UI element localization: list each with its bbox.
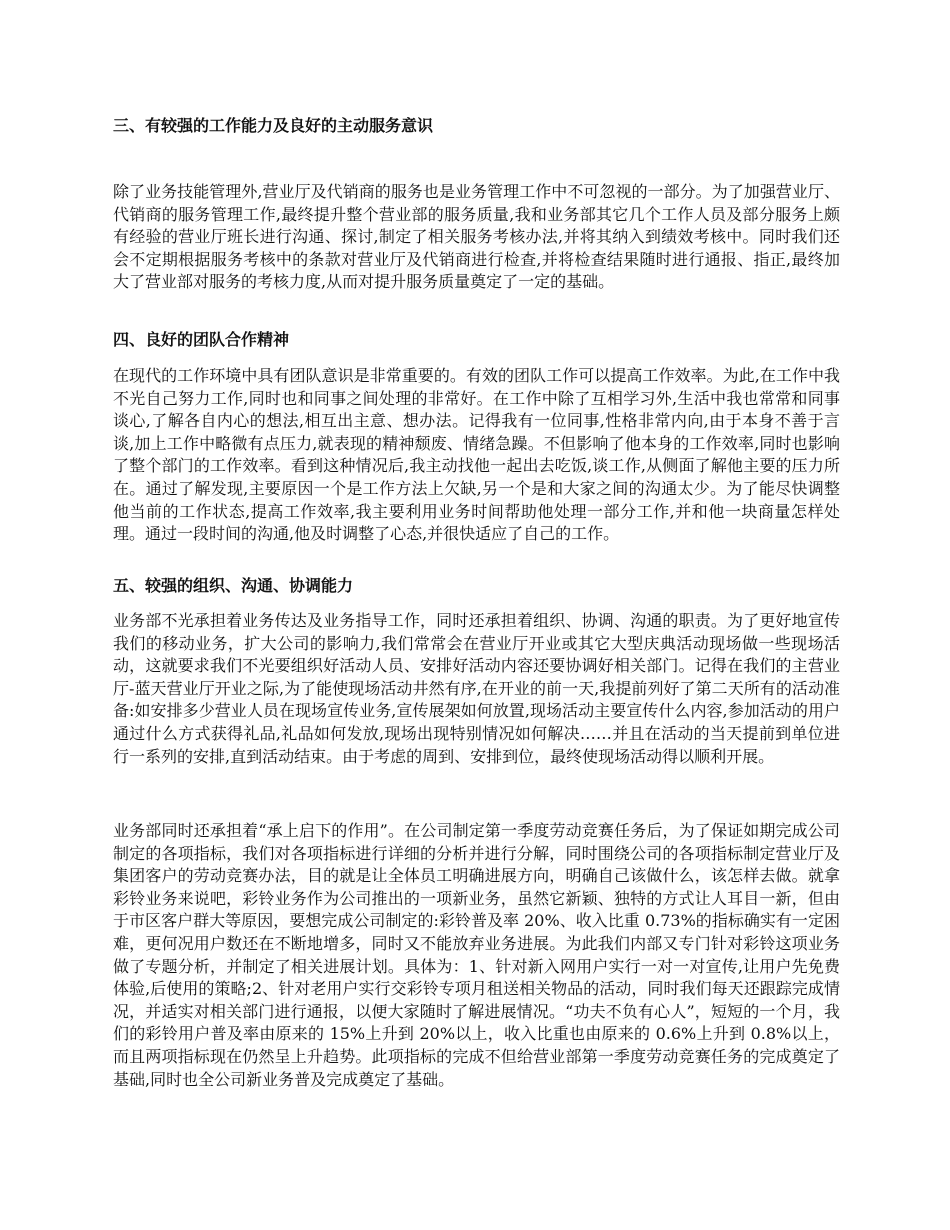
section-3-heading: 三、有较强的工作能力及良好的主动服务意识 (113, 116, 434, 135)
section-4-paragraph-1: 在现代的工作环境中具有团队意识是非常重要的。有效的团队工作可以提高工作效率。为此,在工作中我不光自己努力工作,同时也和同事之间处理的非常好。在工作中除了互相学习外,生活中我也常常和同事谈心,了解各自内心的想法,相互出主意、想办法。记得我有一位同事,性格非常内向,由于本身不善于言谈,加上工作中略微有点压力,就表现的精神颓废、情绪急躁。不但影响了他本身的工作效率,同时也影响了整个部门的工作效率。看到这种情况后,我主动找他一起出去吃饭,谈工作,从侧面了解他主要的压力所在。通过了解发现,主要原因一个是工作方法上欠缺,另一个是和大家之间的沟通太少。为了能尽快调整他当前的工作状态,提高工作效率,我主要利用业务时间帮助他处理一部分工作,并和他一块商量怎样处理。通过一段时间的沟通,他及时调整了心态,并很快适应了自己的工作。 (113, 366, 840, 544)
section-4-heading: 四、良好的团队合作精神 (113, 330, 290, 349)
section-5-heading: 五、较强的组织、沟通、协调能力 (113, 576, 354, 595)
section-5-paragraph-1: 业务部不光承担着业务传达及业务指导工作，同时还承担着组织、协调、沟通的职责。为了更好地宣传我们的移动业务，扩大公司的影响力,我们常常会在营业厅开业或其它大型庆典活动现场做一些现场活动，这就要求我们不光要组织好活动人员、安排好活动内容还要协调好相关部门。记得在我们的主营业厅-蓝天营业厅开业之际,为了能使现场活动井然有序,在开业的前一天,我提前列好了第二天所有的活动准备:如安排多少营业人员在现场宣传业务,宣传展架如何放置,现场活动主要宣传什么内容,参加活动的用户通过什么方式获得礼品,礼品如何发放,现场出现特别情况如何解决……并且在活动的当天提前到单位进行一系列的安排,直到活动结束。由于考虑的周到、安排到位，最终使现场活动得以顺利开展。 (113, 611, 840, 766)
section-3-paragraph-1: 除了业务技能管理外,营业厅及代销商的服务也是业务管理工作中不可忽视的一部分。为了加强营业厅、代销商的服务管理工作,最终提升整个营业部的服务质量,我和业务部其它几个工作人员及部分服务上颇有经验的营业厅班长进行沟通、探讨,制定了相关服务考核办法,并将其纳入到绩效考核中。同时我们还会不定期根据服务考核中的条款对营业厅及代销商进行检查,并将检查结果随时进行通报、指正,最终加大了营业部对服务的考核力度,从而对提升服务质量奠定了一定的基础。 (113, 182, 840, 292)
section-5-paragraph-2: 业务部同时还承担着“承上启下的作用”。在公司制定第一季度劳动竞赛任务后，为了保证如期完成公司制定的各项指标，我们对各项指标进行详细的分析并进行分解，同时围绕公司的各项指标制定营业厅及集团客户的劳动竞赛办法，目的就是让全体员工明确进展方向，明确自己该做什么，该怎样去做。就拿彩铃业务来说吧，彩铃业务作为公司推出的一项新业务，虽然它新颖、独特的方式让人耳目一新，但由于市区客户群大等原因，要想完成公司制定的:彩铃普及率 20%、收入比重 0.73%的指标确实有一定困难，更何况用户数还在不断地增多，同时又不能放弃业务进展。为此我们内部又专门针对彩铃这项业务做了专题分析，并制定了相关进展计划。具体为：1、针对新入网用户实行一对一对宣传,让用户先免费体验,后使用的策略;2、针对老用户实行交彩铃专项月租送相关物品的活动，同时我们每天还跟踪完成情况，并适实对相关部门进行通报，以便大家随时了解进展情况。“功夫不负有心人”，短短的一个月，我们的彩铃用户普及率由原来的 15%上升到 20%以上，收入比重也由原来的 0.6%上升到 0.8%以上，而且两项指标现在仍然呈上升趋势。此项指标的完成不但给营业部第一季度劳动竞赛任务的完成奠定了基础,同时也全公司新业务普及完成奠定了基础。 (113, 821, 840, 1089)
